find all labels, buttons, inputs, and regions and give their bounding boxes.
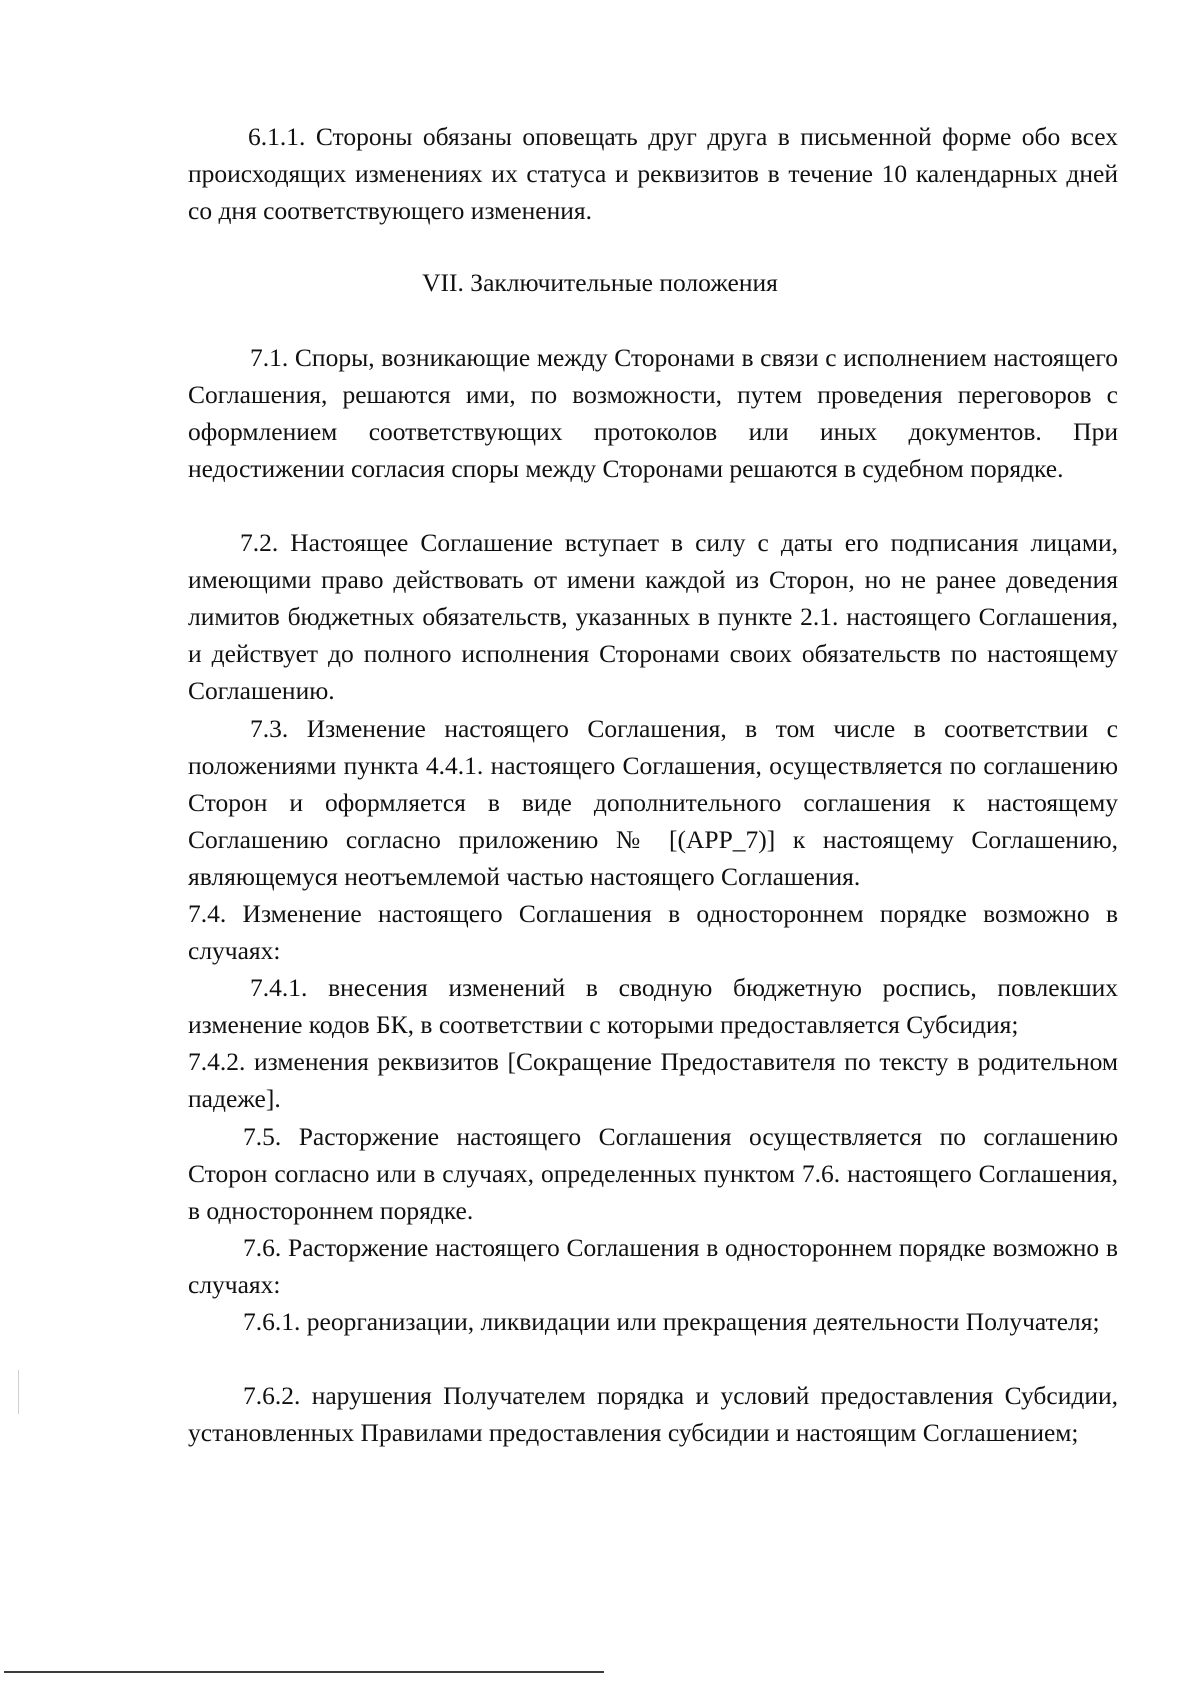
paragraph-7-4-2: 7.4.2. изменения реквизитов [Сокращение Предоставителя по тексту в родительном падеже]. <box>188 1047 1118 1113</box>
paragraph-7-1: 7.1. Споры, возникающие между Сторонами в связи с исполнением настоящего Соглашения, решаются ими, по возможности, путем проведения переговоров с оформлением соответствующих протоколов или иных документов. При недостижении согласия споры между Сторонами решаются в судебном порядке. <box>188 343 1118 483</box>
paragraph-6-1-1: 6.1.1. Стороны обязаны оповещать друг друга в письменной форме обо всех происходящих изменениях их статуса и реквизитов в течение 10 календарных дней со дня соответствующего изменения. <box>188 122 1118 225</box>
scan-margin-mark <box>18 1370 19 1414</box>
paragraph-7-2: 7.2. Настоящее Соглашение вступает в силу с даты его подписания лицами, имеющими право действовать от имени каждой из Сторон, но не ранее доведения лимитов бюджетных обязательств, указанных в пункте 2.1. настоящего Соглашения, и действует до полного исполнения Сторонами своих обязательств по настоящему Соглашению. <box>188 528 1118 705</box>
paragraph-7-6-2: 7.6.2. нарушения Получателем порядка и условий предоставления Субсидии, установленных Правилами предоставления субсидии и настоящим Соглашением; <box>188 1381 1118 1447</box>
paragraph-7-4-1: 7.4.1. внесения изменений в сводную бюджетную роспись, повлекших изменение кодов БК, в соответствии с которыми предоставляется Субсидия; <box>188 973 1118 1039</box>
footer-rule <box>4 1671 604 1673</box>
paragraph-7-6-1: 7.6.1. реорганизации, ликвидации или прекращения деятельности Получателя; <box>243 1307 1100 1336</box>
section-heading: VII. Заключительные положения <box>422 268 778 297</box>
paragraph-7-3: 7.3. Изменение настоящего Соглашения, в том числе в соответствии с положениями пункта 4.4.1. настоящего Соглашения, осуществляется по соглашению Сторон и оформляется в виде дополнительного соглашения к настоящему Соглашению согласно приложению № [(APP_7)] к настоящему Соглашению, являющемуся неотъемлемой частью настоящего Соглашения. <box>188 714 1118 891</box>
paragraph-7-4: 7.4. Изменение настоящего Соглашения в одностороннем порядке возможно в случаях: <box>188 899 1118 965</box>
paragraph-7-5: 7.5. Расторжение настоящего Соглашения осуществляется по соглашению Сторон согласно или в случаях, определенных пунктом 7.6. настоящего Соглашения, в одностороннем порядке. <box>188 1122 1118 1225</box>
paragraph-7-6: 7.6. Расторжение настоящего Соглашения в одностороннем порядке возможно в случаях: <box>188 1233 1118 1299</box>
